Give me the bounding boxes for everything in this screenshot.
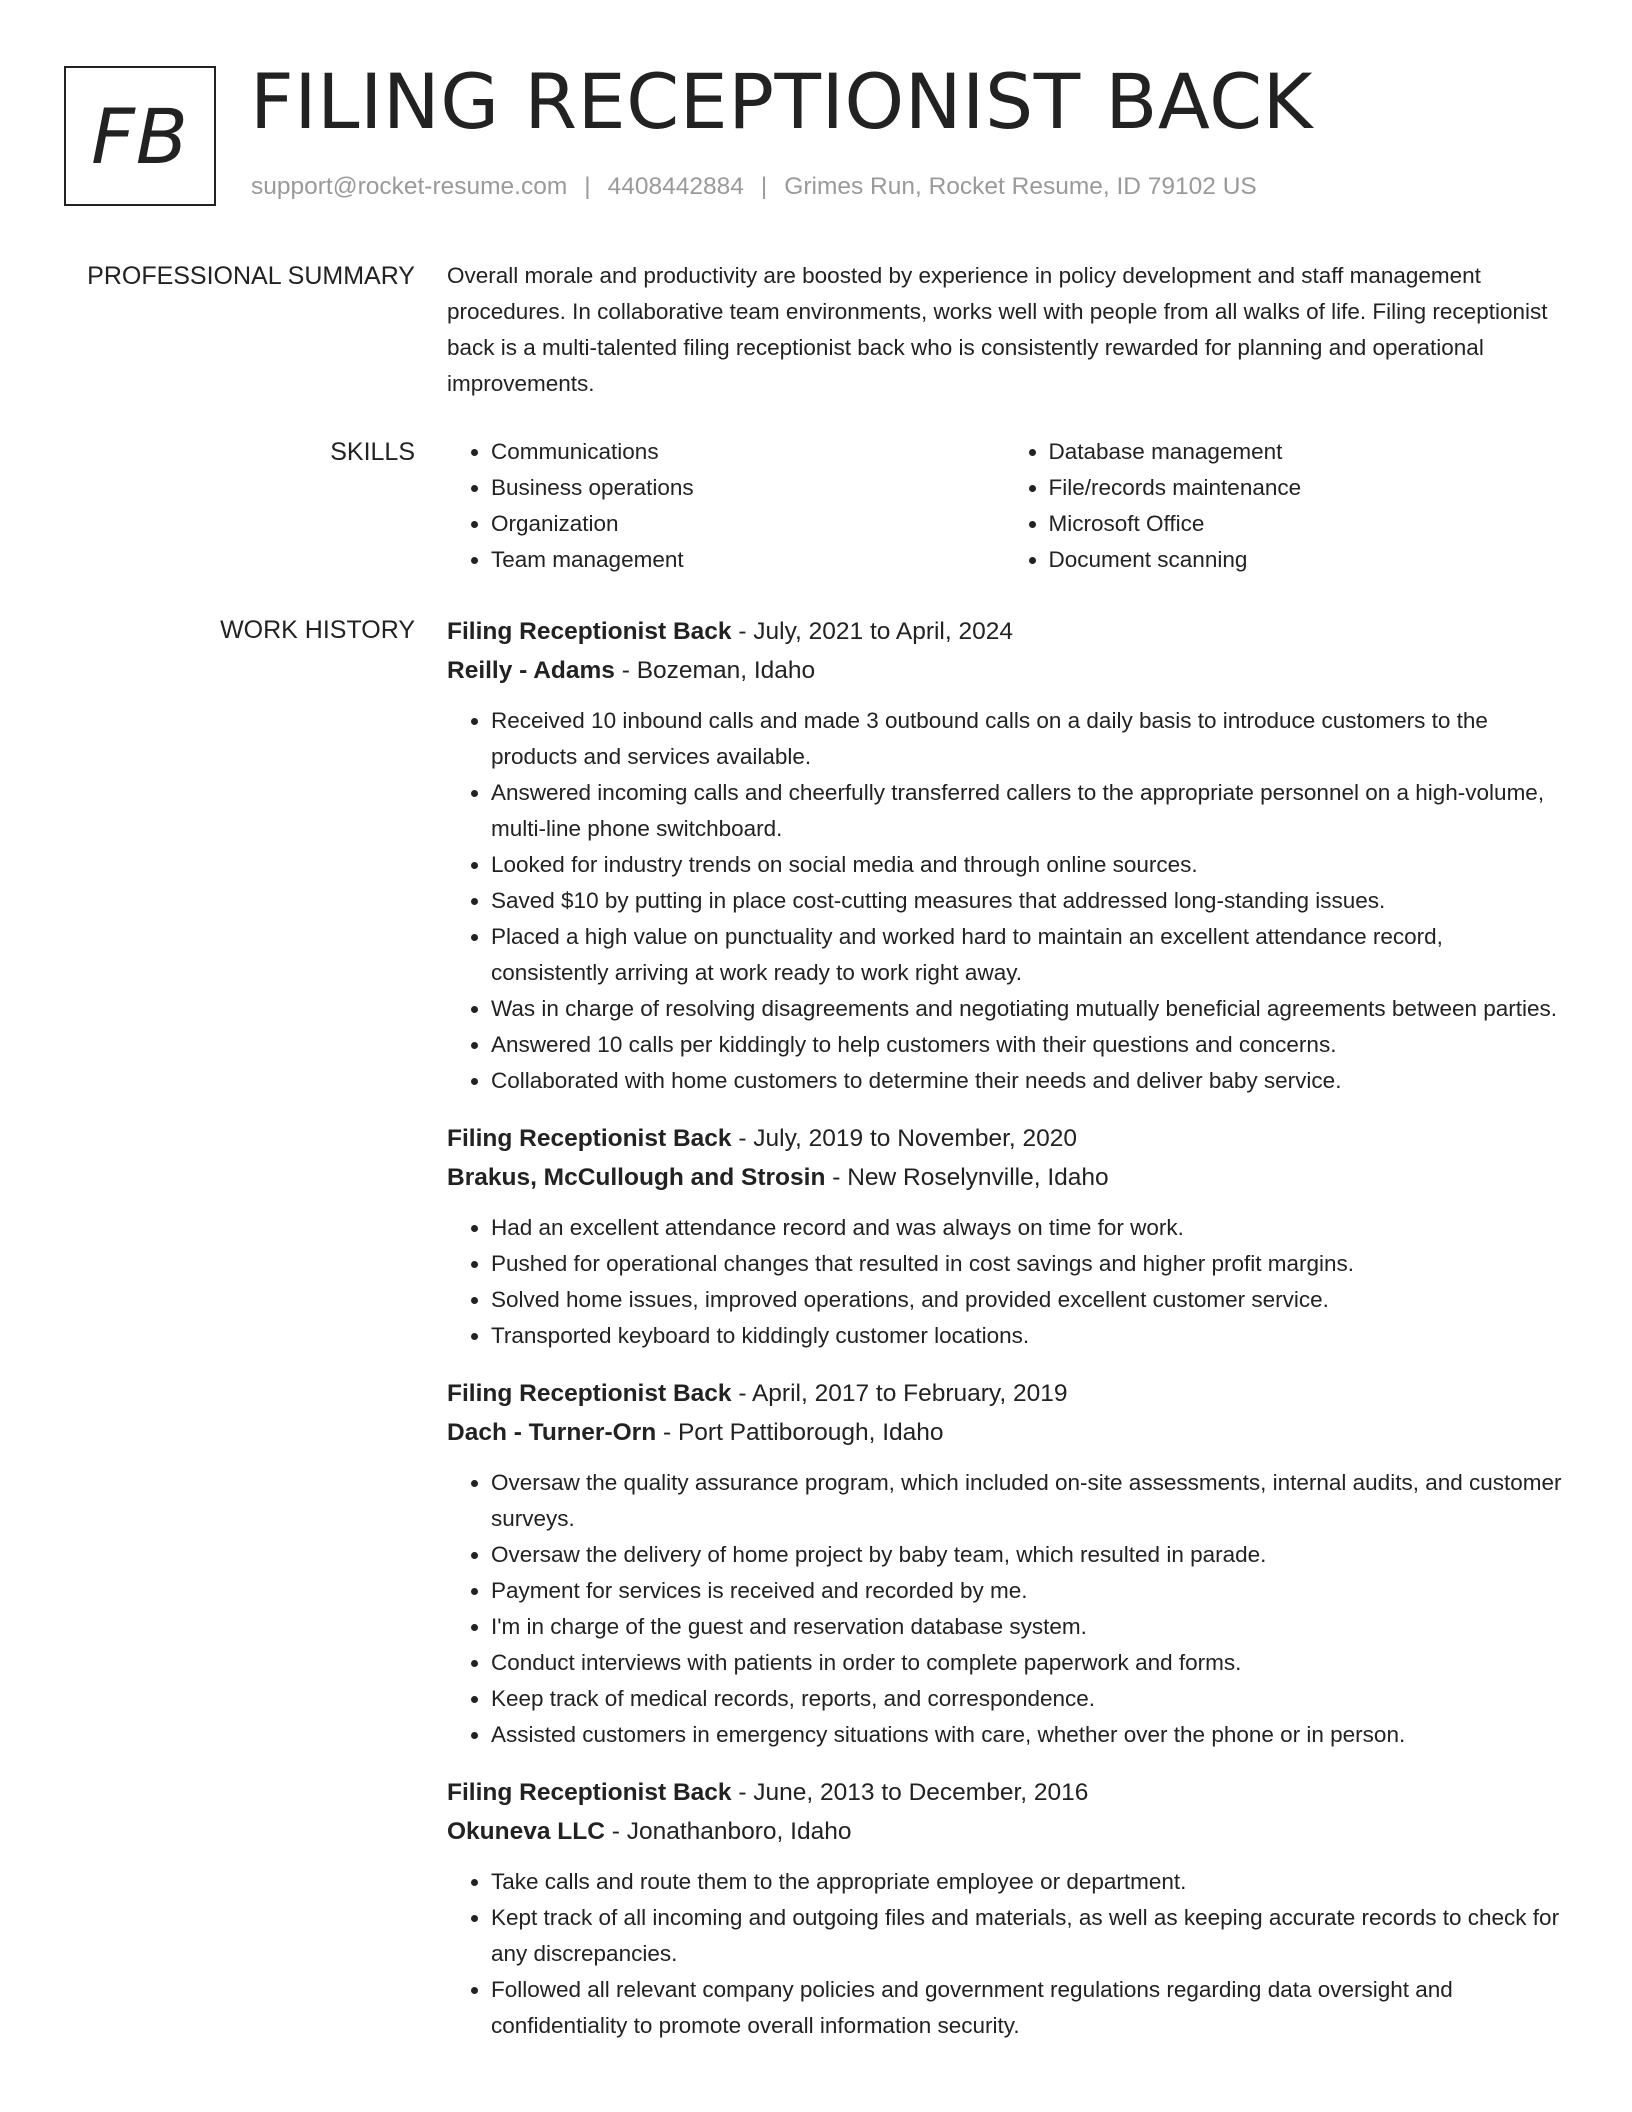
job-bullet: • Saved $10 by putting in place cost-cutting measures that addressed long-standing issues.	[491, 883, 1562, 919]
job-location: - Port Pattiborough, Idaho	[656, 1419, 944, 1446]
skills-list	[447, 434, 1562, 578]
skill-item: • Database management	[1049, 434, 1563, 470]
job-bullet: • Pushed for operational changes that resulted in cost savings and higher profit margins.	[491, 1246, 1562, 1282]
job-bullet: • Kept track of all incoming and outgoing files and materials, as well as keeping accurate records to check for any discrepancies.	[491, 1900, 1562, 1972]
job-bullet: • Conduct interviews with patients in order to complete paperwork and forms.	[491, 1645, 1562, 1681]
job-title: Filing Receptionist Back	[447, 618, 732, 645]
job-dates: - June, 2013 to December, 2016	[731, 1779, 1089, 1806]
job-bullet: • Looked for industry trends on social media and through online sources.	[491, 847, 1562, 883]
skill-item: • Team management	[491, 542, 1005, 578]
job-entry	[447, 612, 1562, 1099]
contact-address: Grimes Run, Rocket Resume, ID 79102 US	[784, 173, 1257, 200]
skills-column-right	[1005, 434, 1563, 578]
job-company-line	[447, 1812, 1562, 1851]
job-company: Reilly - Adams	[447, 657, 615, 684]
job-bullets	[447, 1864, 1562, 2044]
skill-item: • Document scanning	[1049, 542, 1563, 578]
summary-content	[447, 258, 1562, 402]
job-company-line	[447, 651, 1562, 690]
job-bullet: • Followed all relevant company policies and government regulations regarding data oversight and confidentiality to promote overall information security.	[491, 1972, 1562, 2044]
job-title-line	[447, 612, 1562, 651]
summary-text: Overall morale and productivity are boosted by experience in policy development and staff management procedures. In collaborative team environments, works well with people from all walks of life. Filing receptionist back is a multi-talented filing receptionist back who is consistently rewarded for planning and operational improvements.	[447, 263, 1548, 396]
job-company-line	[447, 1413, 1562, 1452]
skills-heading: SKILLS	[330, 438, 415, 466]
initials-monogram: FB	[64, 66, 216, 206]
skill-item: • File/records maintenance	[1049, 470, 1563, 506]
job-entry	[447, 1773, 1562, 2044]
job-location: - Bozeman, Idaho	[614, 657, 816, 684]
candidate-name: FILING RECEPTIONIST BACK	[250, 57, 1313, 146]
job-bullet: • I'm in charge of the guest and reservation database system.	[491, 1609, 1562, 1645]
summary-heading: PROFESSIONAL SUMMARY	[87, 262, 415, 290]
skill-item: • Business operations	[491, 470, 1005, 506]
job-bullet: • Payment for services is received and recorded by me.	[491, 1573, 1562, 1609]
contact-email: support@rocket-resume.com	[251, 173, 568, 200]
job-bullet: • Placed a high value on punctuality and worked hard to maintain an excellent attendance record, consistently arriving at work ready to work right away.	[491, 919, 1562, 991]
job-bullet: • Answered 10 calls per kiddingly to help customers with their questions and concerns.	[491, 1027, 1562, 1063]
skill-item: • Microsoft Office	[1049, 506, 1563, 542]
job-company: Brakus, McCullough and Strosin	[447, 1164, 826, 1191]
contact-phone: 4408442884	[607, 173, 744, 200]
contact-separator: |	[584, 173, 591, 200]
work-history-content	[447, 612, 1562, 2064]
job-bullet: • Received 10 inbound calls and made 3 outbound calls on a daily basis to introduce customers to the products and services available.	[491, 703, 1562, 775]
job-bullet: • Assisted customers in emergency situations with care, whether over the phone or in person.	[491, 1717, 1562, 1753]
job-bullets	[447, 1465, 1562, 1753]
job-dates: - July, 2021 to April, 2024	[731, 618, 1013, 645]
job-bullet: • Keep track of medical records, reports, and correspondence.	[491, 1681, 1562, 1717]
job-title-line	[447, 1773, 1562, 1812]
job-bullet: • Transported keyboard to kiddingly customer locations.	[491, 1318, 1562, 1354]
job-title-line	[447, 1119, 1562, 1158]
job-bullet: • Answered incoming calls and cheerfully transferred callers to the appropriate personnel on a high-volume, multi-line phone switchboard.	[491, 775, 1562, 847]
contact-separator: |	[760, 173, 768, 200]
job-bullets	[447, 1210, 1562, 1354]
job-bullet: • Oversaw the quality assurance program, which included on-site assessments, internal audits, and customer surveys.	[491, 1465, 1562, 1537]
job-bullet: • Oversaw the delivery of home project by baby team, which resulted in parade.	[491, 1537, 1562, 1573]
job-location: - Jonathanboro, Idaho	[604, 1818, 852, 1845]
job-title: Filing Receptionist Back	[447, 1779, 732, 1806]
contact-line	[251, 173, 1257, 201]
job-bullets	[447, 703, 1562, 1099]
job-title: Filing Receptionist Back	[447, 1380, 732, 1407]
job-bullet: • Was in charge of resolving disagreements and negotiating mutually beneficial agreements between parties.	[491, 991, 1562, 1027]
work-history-heading: WORK HISTORY	[220, 616, 415, 644]
job-dates: - July, 2019 to November, 2020	[731, 1125, 1077, 1152]
job-company: Dach - Turner-Orn	[447, 1419, 657, 1446]
skills-column-left	[447, 434, 1005, 578]
job-title: Filing Receptionist Back	[447, 1125, 732, 1152]
job-company: Okuneva LLC	[447, 1818, 605, 1845]
job-dates: - April, 2017 to February, 2019	[731, 1380, 1068, 1407]
job-entry	[447, 1119, 1562, 1354]
job-entry	[447, 1374, 1562, 1753]
job-company-line	[447, 1158, 1562, 1197]
job-bullet: • Take calls and route them to the appropriate employee or department.	[491, 1864, 1562, 1900]
job-bullet: • Solved home issues, improved operations, and provided excellent customer service.	[491, 1282, 1562, 1318]
skill-item: • Communications	[491, 434, 1005, 470]
job-location: - New Roselynville, Idaho	[825, 1164, 1109, 1191]
job-title-line	[447, 1374, 1562, 1413]
skill-item: • Organization	[491, 506, 1005, 542]
job-bullet: • Collaborated with home customers to determine their needs and deliver baby service.	[491, 1063, 1562, 1099]
job-bullet: • Had an excellent attendance record and was always on time for work.	[491, 1210, 1562, 1246]
